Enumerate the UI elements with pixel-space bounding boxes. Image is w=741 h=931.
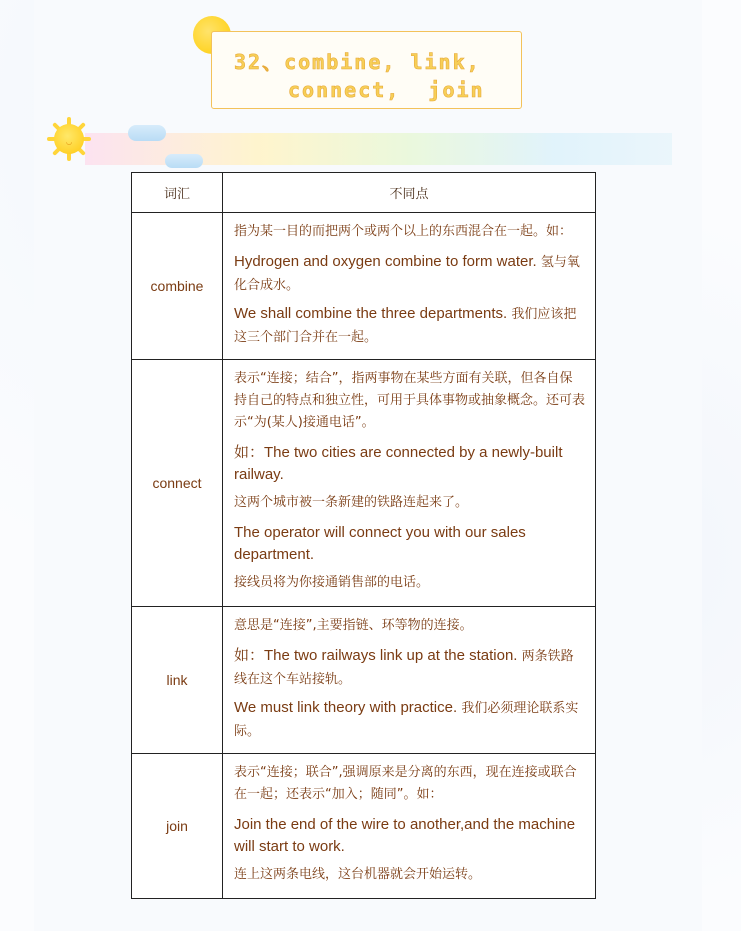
- table-row: [132, 213, 596, 360]
- paragraph-text: 意思是“连接”,主要指链、环等物的连接。: [234, 618, 473, 633]
- section-title-line-2: connect, join: [288, 78, 485, 102]
- table-row: [132, 607, 596, 754]
- vocabulary-word: combine: [132, 213, 223, 360]
- cloud-icon: [128, 125, 166, 141]
- vocabulary-word: link: [132, 607, 223, 754]
- translation-text: 我们必须理论联系实际。: [234, 701, 579, 739]
- example-sentence: [234, 522, 585, 566]
- paragraph-text: The operator will connect you with our sales department.: [234, 524, 526, 563]
- paragraph-text: We must link theory with practice.: [234, 699, 458, 716]
- vocabulary-word: join: [132, 754, 223, 899]
- translation-text: 氢与氧化合成水。: [234, 255, 580, 293]
- paragraph-text: 表示“连接；结合”，指两事物在某些方面有关联，但各自保持自己的特点和独立性，可用于具体事物或抽象概念。还可表示“为(某人)接通电话”。: [234, 371, 586, 430]
- comparison-table: [131, 172, 596, 899]
- example-sentence: [234, 251, 585, 297]
- translation-text: 两条铁路线在这个车站接轨。: [234, 649, 574, 687]
- explanation-text: [234, 864, 585, 886]
- difference-description: [223, 213, 596, 360]
- paragraph-text: 表示“连接；联合”,强调原来是分离的东西，现在连接或联合在一起；还表示“加入；随同”。如：: [234, 765, 577, 802]
- table-row: [132, 360, 596, 607]
- paragraph-text: 如：The two railways link up at the station.: [234, 647, 518, 664]
- example-sentence: [234, 697, 585, 743]
- explanation-text: [234, 368, 585, 434]
- explanation-text: [234, 492, 585, 514]
- paragraph-text: Join the end of the wire to another,and the machine will start to work.: [234, 816, 576, 855]
- example-sentence: [234, 814, 585, 858]
- explanation-text: [234, 615, 585, 637]
- column-header-difference: 不同点: [223, 173, 596, 213]
- table-row: [132, 754, 596, 899]
- section-title-box: [211, 31, 522, 109]
- paragraph-text: 这两个城市被一条新建的铁路连起来了。: [234, 495, 469, 510]
- paragraph-text: 接线员将为你接通销售部的电话。: [234, 575, 430, 590]
- column-header-word: 词汇: [132, 173, 223, 213]
- paragraph-text: 连上这两条电线，这台机器就会开始运转。: [234, 867, 482, 882]
- paragraph-text: 如：The two cities are connected by a newly-built railway.: [234, 444, 563, 483]
- translation-text: 我们应该把这三个部门合并在一起。: [234, 307, 577, 345]
- table-header-row: [132, 173, 596, 213]
- example-sentence: [234, 645, 585, 691]
- difference-description: [223, 607, 596, 754]
- explanation-text: [234, 221, 585, 243]
- difference-description: [223, 360, 596, 607]
- paragraph-text: Hydrogen and oxygen combine to form water.: [234, 253, 537, 270]
- sun-icon: ◡: [47, 117, 91, 161]
- explanation-text: [234, 572, 585, 594]
- section-title-line-1: 32、combine, link,: [234, 50, 481, 74]
- cloud-icon: [165, 154, 203, 168]
- difference-description: [223, 754, 596, 899]
- vocabulary-word: connect: [132, 360, 223, 607]
- paragraph-text: We shall combine the three departments.: [234, 305, 508, 322]
- paragraph-text: 指为某一目的而把两个或两个以上的东西混合在一起。如：: [234, 224, 573, 239]
- example-sentence: [234, 303, 585, 349]
- example-sentence: [234, 442, 585, 486]
- explanation-text: [234, 762, 585, 806]
